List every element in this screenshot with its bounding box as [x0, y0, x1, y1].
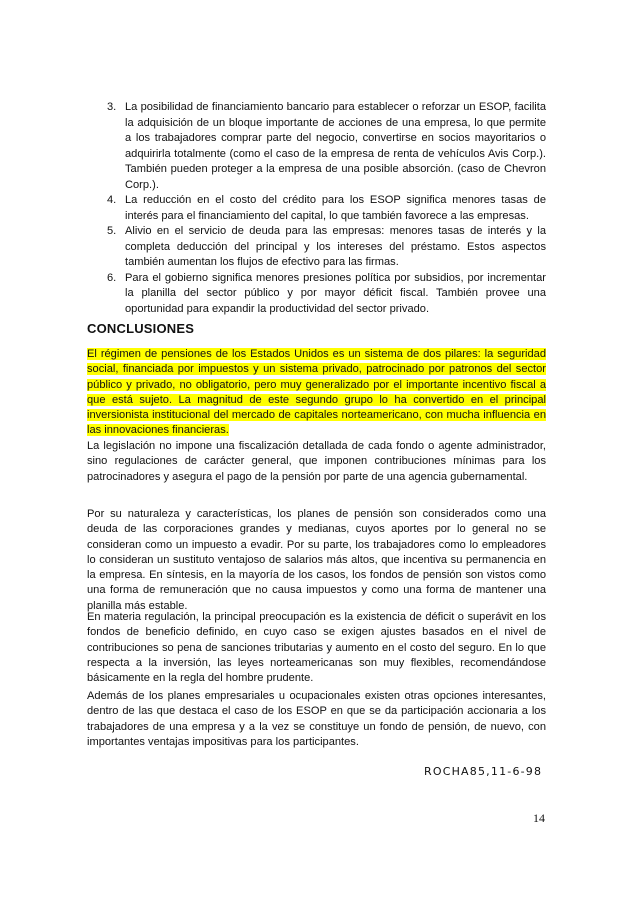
list-number: 6. — [107, 271, 117, 284]
highlighted-text: El régimen de pensiones de los Estados Unidos es un sistema de dos pilares: la seguridad social, financiada por impuestos y un sistema privado, patrocinado por patronos del sector público y privado, no obligatorio, pero muy generalizado por el importante incentivo fiscal a que está sujeto. La magnitud de este segundo grupo lo ha convertido en el principal inversionista institucional del mercado de capitales norteamericano, con mucha influencia en las innovaciones financieras. — [87, 348, 546, 437]
paragraph: En materia regulación, la principal preocupación es la existencia de déficit o superávit en los fondos de beneficio definido, en cuyo caso se exigen ajustes basados en el nivel de contribuciones so pena de sanciones tributarias y aumento en el costo del seguro. En lo que respecta a la inversión, las leyes norteamericanas son muy flexibles, recomendándose básicamente en la regla del hombre prudente. — [87, 611, 546, 685]
paragraph: La legislación no impone una fiscalización detallada de cada fondo o agente administrador, sino regulaciones de carácter general, que imponen contribuciones mínimas para los patrocinadores y asegura el pago de la pensión por parte de una agencia gubernamental. — [87, 440, 546, 483]
list-item-text: La posibilidad de financiamiento bancario para establecer o reforzar un ESOP, facilita la adquisición de un bloque importante de acciones de una empresa, lo que permite a los trabajadores comprar parte del negocio, convertirse en socios mayoritarios o adquirirla totalmente (como el caso de la empresa de renta de vehículos Avis Corp.). También pueden proteger a la empresa de una posible absorción. (caso de Chevron Corp.). — [125, 101, 546, 191]
list-number: 5. — [107, 225, 117, 237]
advantages-list — [98, 100, 546, 317]
list-number: 4. — [107, 194, 117, 206]
author-signature: ROCHA85,11-6-98 — [424, 765, 543, 778]
list-item — [98, 224, 546, 271]
paragraph: Por su naturaleza y características, los planes de pensión son considerados como una deuda de las corporaciones grandes y medianas, cuyos aportes por lo general no se consideran como un impuesto a evadir. Por su parte, los trabajadores como lo empleadores lo consideran un sustituto ventajoso de salarios más altos, que incentiva su permanencia en la empresa. En síntesis, en la mayoría de los casos, los fondos de pensión son vistos como una forma de remuneración que no causa impuestos y como una forma de mantener una planilla más estable. — [87, 508, 546, 612]
list-item — [98, 100, 546, 193]
list-item-text: La reducción en el costo del crédito para los ESOP significa menores tasas de interés para el financiamiento del capital, lo que también favorece a las empresas. — [125, 194, 546, 222]
list-item-text: Alivio en el servicio de deuda para las empresas: menores tasas de interés y la completa deducción del principal y los intereses del préstamo. Estos aspectos también aumentan los flujos de efectivo para las firmas. — [125, 225, 546, 268]
page-number: 14 — [533, 811, 545, 825]
list-number: 3. — [107, 101, 117, 113]
list-item-text: Para el gobierno significa menores presiones política por subsidios, por incrementar la planilla del sector público y por mayor déficit fiscal. También provee una oportunidad para expandir la productividad del sector privado. — [125, 271, 546, 315]
section-heading: CONCLUSIONES — [87, 321, 195, 336]
list-item — [98, 271, 546, 318]
paragraph: Además de los planes empresariales u ocupacionales existen otras opciones interesantes, dentro de las que destaca el caso de los ESOP en que se da participación accionaria a los trabajadores de una empresa y a la vez se constituye un fondo de pensión, de nuevo, con importantes ventajas impositivas para los participantes. — [87, 690, 546, 748]
paragraph-highlighted — [87, 347, 546, 439]
list-item — [98, 193, 546, 224]
